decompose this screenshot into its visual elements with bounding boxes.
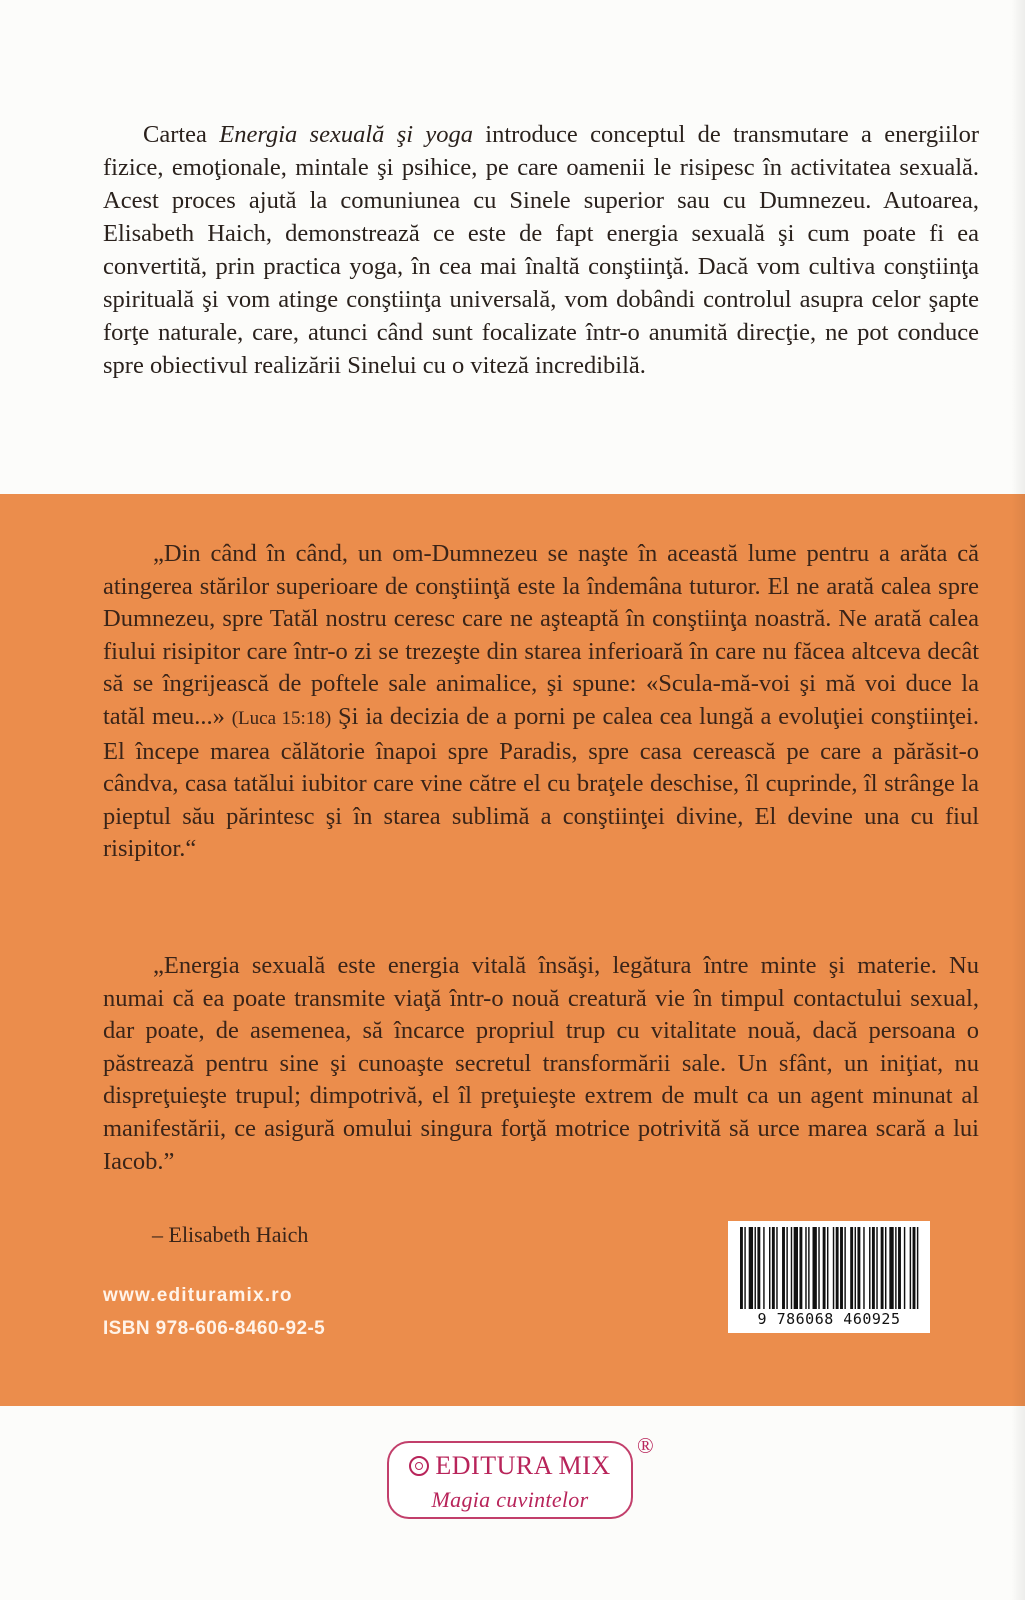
barcode-bar bbox=[844, 1227, 845, 1309]
logo-title-row bbox=[389, 1451, 631, 1481]
barcode-bar bbox=[740, 1227, 743, 1309]
intro-paragraph bbox=[103, 118, 979, 382]
barcode-bar bbox=[749, 1227, 753, 1309]
quote1-part1: „Din când în când, un om-Dumnezeu se naşte în această lume pentru a arăta că atingerea stărilor superioare de conştiinţă este la îndemâna tuturor. El ne arată calea spre Dumnezeu, spre Tatăl nostru ceresc care ne aşteaptă în conştiinţa noastră. Ne arată calea fiului risipitor care într-o zi se trezeşte din starea inferioară în care nu făcea altceva decât să se îngrijească de poftele sale animalice, şi spune: «Scula-mă-voi şi mă voi duce la tatăl meu...» bbox=[103, 540, 979, 730]
book-title: Energia sexuală şi yoga bbox=[219, 121, 473, 148]
barcode-bar bbox=[895, 1227, 896, 1309]
barcode-digits: 9 786068 460925 bbox=[757, 1310, 901, 1328]
barcode bbox=[728, 1221, 930, 1333]
barcode-bar bbox=[786, 1227, 787, 1309]
publisher-logo bbox=[387, 1441, 633, 1519]
rose-icon bbox=[409, 1456, 429, 1476]
barcode-bar bbox=[776, 1227, 777, 1309]
barcode-bar bbox=[805, 1227, 806, 1309]
barcode-bar bbox=[850, 1227, 853, 1309]
quote1-part2: Şi ia decizia de a porni pe calea cea lungă a evoluţiei conştiinţei. El începe marea călătorie înapoi spre Paradis, spre casa cerească pe care a părăsit-o cândva, casa tatălui iubitor care vine către el cu braţele deschise, îl cuprinde, îl strânge la pieptul său părintesc şi în starea sublimă a conştiinţei divine, El devine una cu fiul risipitor.“ bbox=[103, 702, 979, 863]
barcode-bar bbox=[813, 1227, 817, 1309]
author-signature: – Elisabeth Haich bbox=[152, 1222, 309, 1247]
barcode-bar bbox=[808, 1227, 809, 1309]
barcode-bar bbox=[855, 1227, 856, 1309]
barcode-bar bbox=[876, 1227, 877, 1309]
logo-name: EDITURA MIX bbox=[435, 1451, 611, 1480]
barcode-bar bbox=[791, 1227, 792, 1309]
barcode-bar bbox=[823, 1227, 826, 1309]
logo-tagline: Magia cuvintelor bbox=[431, 1487, 589, 1512]
barcode-bar bbox=[885, 1227, 886, 1309]
barcode-bar bbox=[898, 1227, 901, 1309]
barcode-bar bbox=[910, 1227, 911, 1309]
intro-body: introduce conceptul de transmutare a energiilor fizice, emoţionale, mintale şi psihice, pe care oamenii le risipesc în activitatea sexuală. Acest proces ajută la comuniunea cu Sinele superior sau cu Dumnezeu. Autoarea, Elisabeth Haich, demonstrează ce este de fapt energia sexuală şi cum poate fi ea convertită, prin practica yoga, în cea mai înaltă conştiinţă. Dacă vom cultiva conştiinţa spirituală şi vom atinge conştiinţa universală, vom dobândi controlul asupra celor şapte forţe naturale, care, atunci când sunt focalizate într-o anumită direcţie, ne pot conduce spre obiectivul realizării Sinelui cu o viteză incredibilă. bbox=[103, 121, 979, 379]
registered-mark: ® bbox=[637, 1433, 654, 1458]
barcode-bar bbox=[818, 1227, 819, 1309]
quote-paragraph-1 bbox=[103, 538, 979, 866]
barcode-bar bbox=[881, 1227, 884, 1309]
barcode-bar bbox=[913, 1227, 916, 1309]
barcode-bar bbox=[836, 1227, 839, 1309]
isbn-number: ISBN 978-606-8460-92-5 bbox=[103, 1318, 326, 1339]
website-url: www.edituramix.ro bbox=[103, 1285, 293, 1306]
barcode-bar bbox=[833, 1227, 834, 1309]
intro-lead: Cartea bbox=[143, 121, 220, 148]
barcode-bar bbox=[744, 1227, 745, 1309]
barcode-bar bbox=[769, 1227, 770, 1309]
barcode-bar bbox=[772, 1227, 775, 1309]
top-section bbox=[0, 0, 1025, 494]
barcode-bar bbox=[872, 1227, 875, 1309]
barcode-bar bbox=[799, 1227, 802, 1309]
barcode-bar bbox=[840, 1227, 843, 1309]
barcode-bar bbox=[889, 1227, 893, 1309]
barcode-bar bbox=[917, 1227, 918, 1309]
barcode-bar bbox=[755, 1227, 756, 1309]
barcode-bar bbox=[869, 1227, 870, 1309]
barcode-bar bbox=[857, 1227, 860, 1309]
page-edge-shadow bbox=[1011, 0, 1025, 1600]
barcode-bar bbox=[794, 1227, 798, 1309]
barcode-bar bbox=[827, 1227, 828, 1309]
quote-paragraph-2: „Energia sexuală este energia vitală însăşi, legătura între minte şi materie. Nu numai că ea poate transmite viaţă într-o nouă creatură vie în timpul contactului sexual, dar poate, de asemenea, să încarce propriul trup cu vitalitate nouă, dacă persoana o păstrează pentru sine şi cunoaşte secretul transformării sale. Un sfânt, un iniţiat, nu dispreţuieşte trupul; dimpotrivă, el îl preţuieşte extrem de mult ca un agent minunat al manifestării, ce asigură omului singura forţă motrice potrivită să urce marea scară a lui Iacob.” bbox=[103, 952, 979, 1175]
barcode-bar bbox=[863, 1227, 864, 1309]
barcode-bar bbox=[757, 1227, 760, 1309]
barcode-bar bbox=[904, 1227, 905, 1309]
barcode-bar bbox=[782, 1227, 785, 1309]
barcode-bar bbox=[763, 1227, 764, 1309]
bible-reference: (Luca 15:18) bbox=[231, 707, 332, 729]
